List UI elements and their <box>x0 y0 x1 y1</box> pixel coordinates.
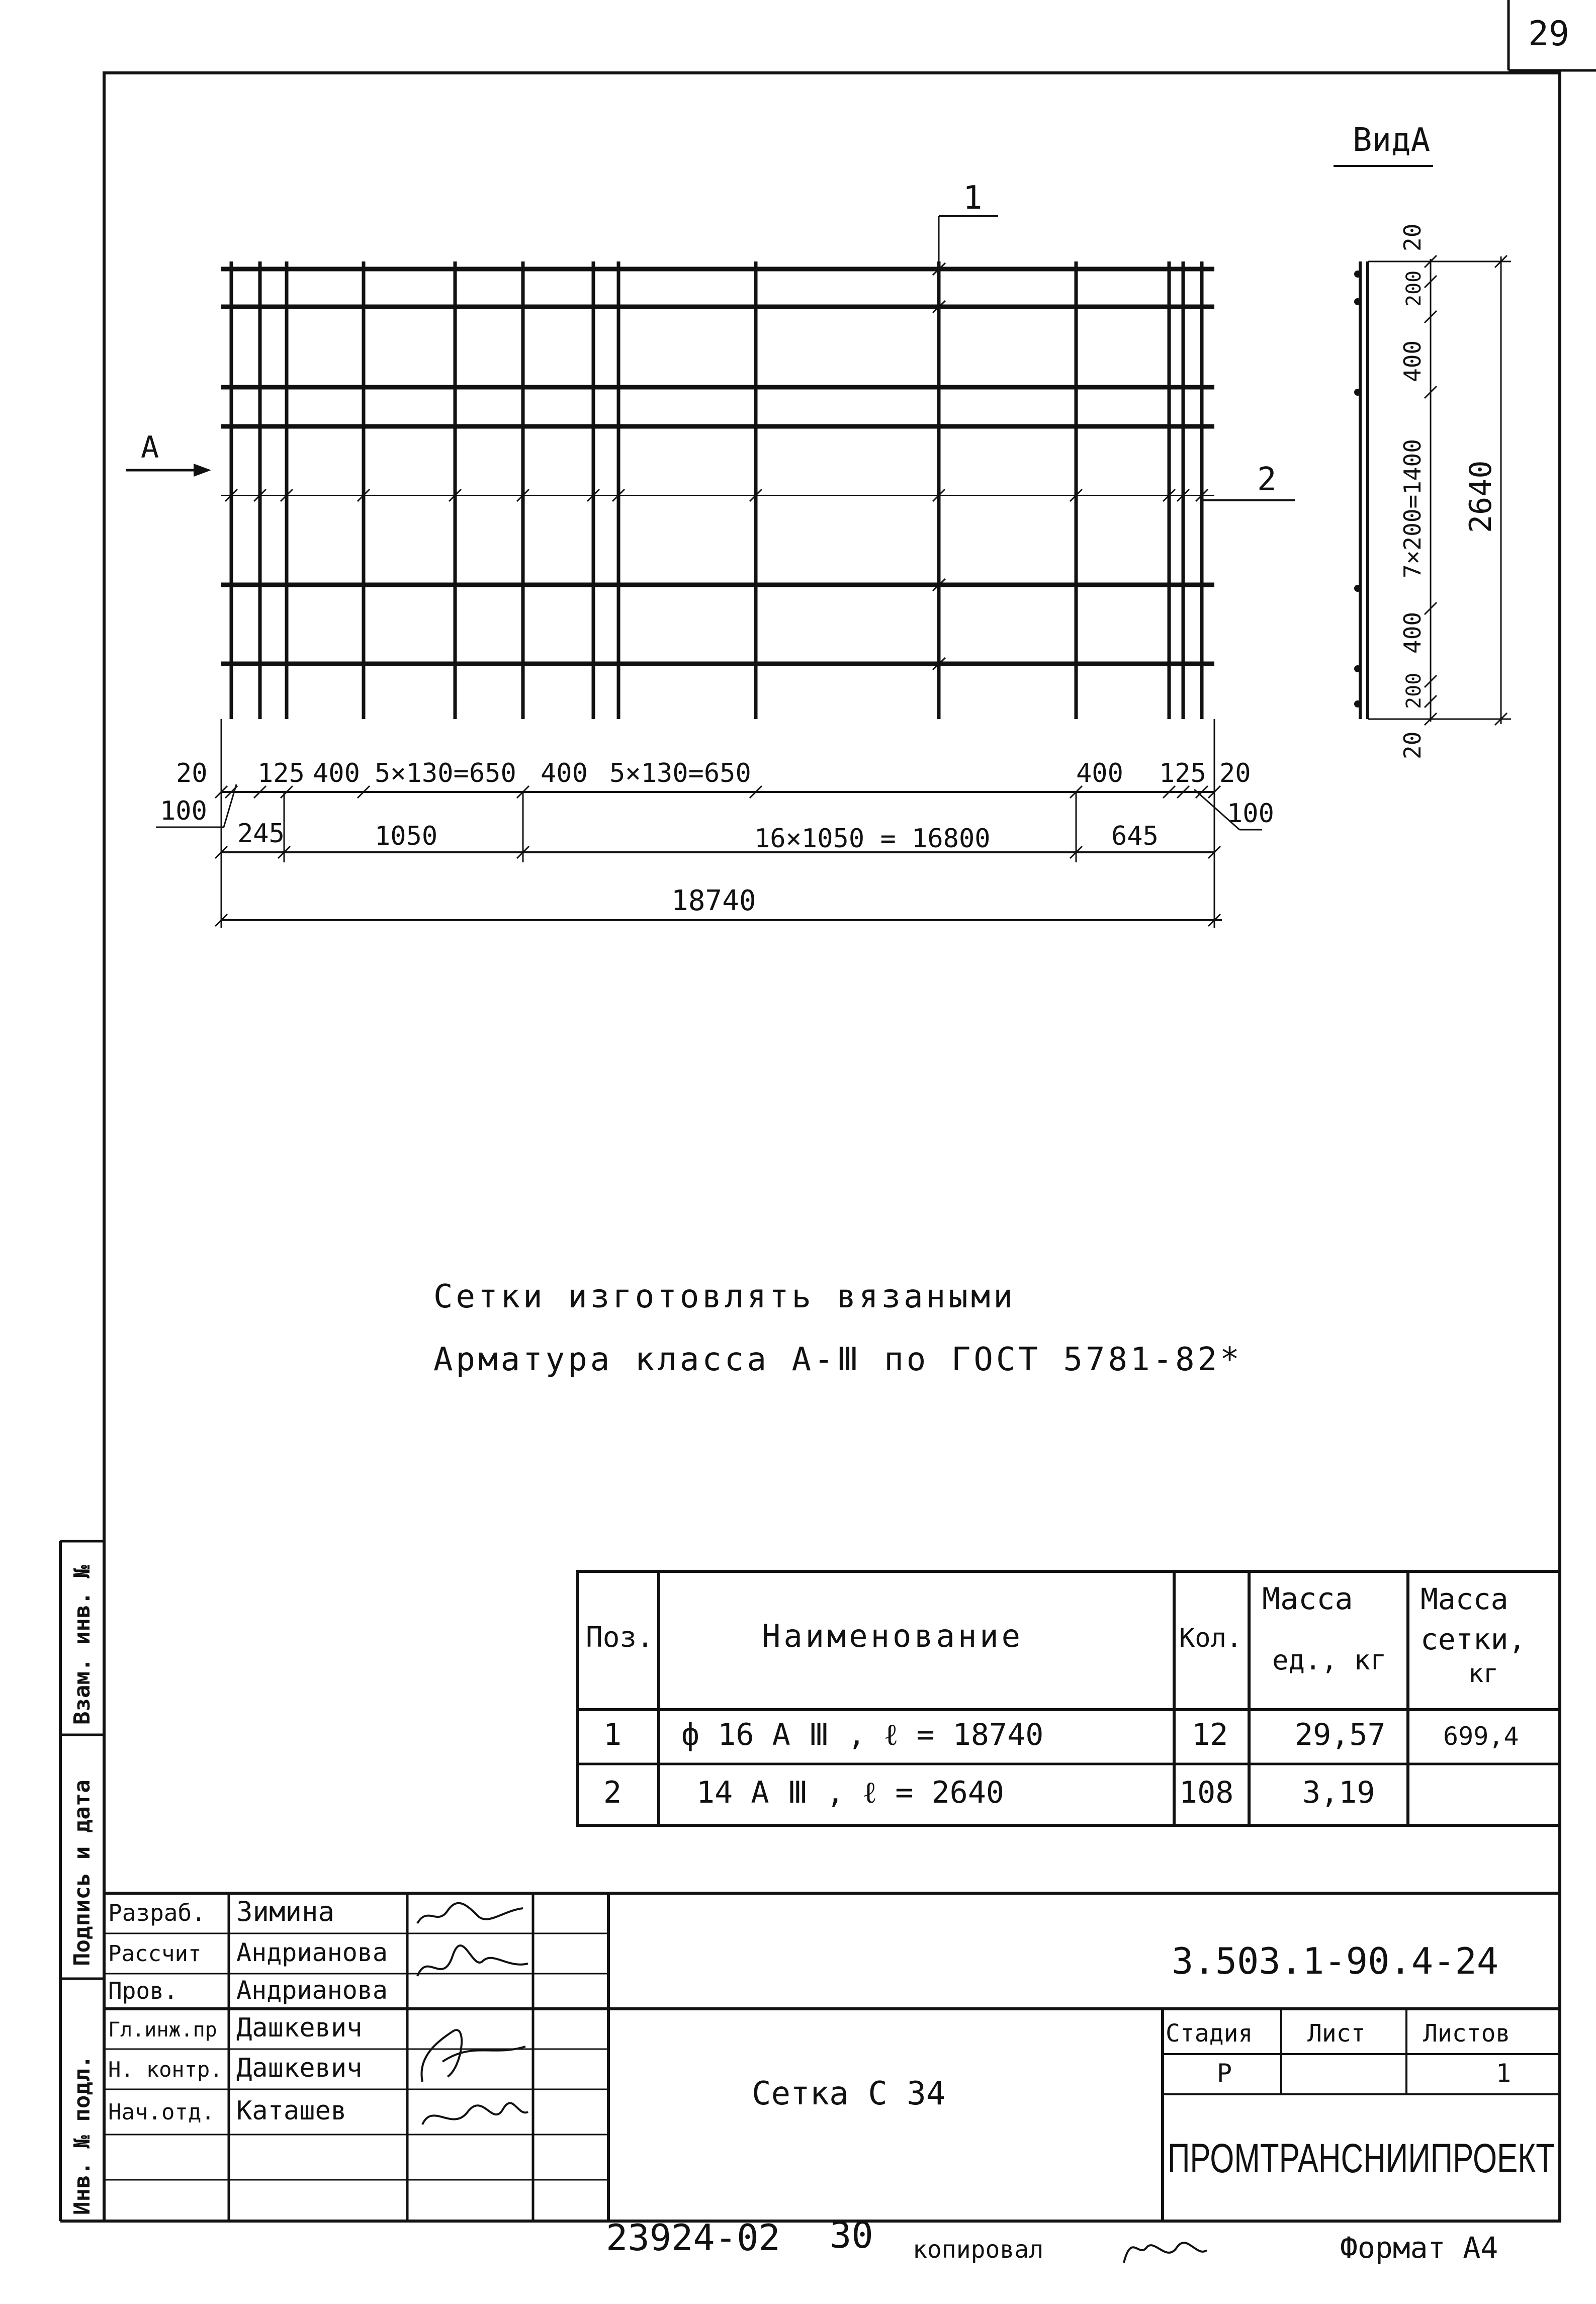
copied-signature <box>1124 2243 1207 2263</box>
role-6: Нач.отд. <box>108 2099 215 2125</box>
th-unit-mass-1: Масса <box>1262 1581 1353 1617</box>
dim-total-length: 18740 <box>671 884 756 917</box>
th-qty: Кол. <box>1179 1623 1243 1653</box>
dim-16x1050: 16×1050 = 16800 <box>754 824 991 854</box>
role-2: Рассчит <box>108 1941 202 1967</box>
doc-code: 3.503.1-90.4-24 <box>1172 1940 1499 1982</box>
th-mesh-mass-1: Масса <box>1421 1582 1509 1616</box>
row1-name: ф 16 A Ⅲ , ℓ = 18740 <box>681 1717 1044 1752</box>
role-5: Н. контр. <box>108 2057 223 2082</box>
signature-2 <box>417 1945 528 1976</box>
side-label-sign-date: Подпись и дата <box>69 1780 95 1966</box>
name-3: Андрианова <box>236 1976 388 2005</box>
bottom-dimensions <box>156 719 1274 928</box>
side-dim-400-top: 400 <box>1399 340 1426 382</box>
th-mesh-mass-3: кг <box>1468 1659 1499 1688</box>
dim-245: 245 <box>237 819 285 849</box>
row2-unit-mass: 3,19 <box>1302 1775 1375 1810</box>
format-label: Формат А4 <box>1340 2231 1498 2265</box>
spec-table <box>577 1571 1560 1825</box>
page-number: 29 <box>1528 14 1569 54</box>
side-label-inv-no: Инв. № подл. <box>69 2055 95 2215</box>
section-mark <box>939 180 998 217</box>
dim-645: 645 <box>1111 821 1159 851</box>
dim-100-right: 100 <box>1227 799 1274 829</box>
note-line-1: Сетки изготовлять вязаными <box>433 1278 1016 1315</box>
dim-400-3: 400 <box>1076 758 1123 788</box>
drawing-title: Сетка С 34 <box>752 2075 946 2112</box>
side-label-replaced-inv: Взам. инв. № <box>69 1565 95 1725</box>
name-1: Зимина <box>236 1896 335 1927</box>
sheet-label: Лист <box>1307 2019 1366 2048</box>
dim-400-1: 400 <box>313 758 360 788</box>
dim-400-2: 400 <box>541 758 588 788</box>
mesh-plan <box>215 216 1507 926</box>
name-4: Дашкевич <box>236 2013 363 2043</box>
note-line-2: Арматура класса A-Ⅲ по ГОСТ 5781-82* <box>433 1341 1243 1378</box>
arrow-label: A <box>141 430 159 465</box>
th-name: Наименование <box>762 1618 1023 1654</box>
view-a-arrow <box>126 430 211 477</box>
name-2: Андрианова <box>236 1938 388 1967</box>
signature-3 <box>421 2030 525 2082</box>
th-unit-mass-2: ед., кг <box>1272 1644 1387 1676</box>
sheets-label: Листов <box>1423 2019 1511 2048</box>
row1-pos: 1 <box>603 1717 622 1752</box>
role-4: Гл.инж.пр <box>108 2018 217 2042</box>
role-1: Разраб. <box>108 1899 206 1926</box>
stage-value: Р <box>1217 2059 1232 2088</box>
dim-1050: 1050 <box>375 821 438 851</box>
dim-20-left: 20 <box>176 758 208 788</box>
dim-20-right: 20 <box>1219 758 1251 788</box>
th-mesh-mass-2: сетки, <box>1421 1622 1526 1656</box>
stage-label: Стадия <box>1166 2019 1253 2048</box>
side-view <box>1360 224 1511 759</box>
sheets-value: 1 <box>1496 2059 1512 2088</box>
organization: ПРОМТРАНСНИИПРОЕКТ <box>1168 2136 1555 2181</box>
dim-125-right: 125 <box>1159 758 1206 788</box>
sheet-no: 30 <box>830 2214 873 2256</box>
row2-qty: 108 <box>1179 1775 1234 1810</box>
row1-unit-mass: 29,57 <box>1295 1717 1386 1752</box>
side-dim-20-bottom: 20 <box>1399 731 1426 759</box>
row1-mesh-mass: 699,4 <box>1443 1722 1519 1751</box>
view-label: ВидА <box>1353 122 1431 159</box>
dim-125-left: 125 <box>257 758 305 788</box>
role-3: Пров. <box>108 1977 178 2004</box>
dim-100-left: 100 <box>160 796 207 826</box>
th-pos: Поз. <box>586 1621 654 1654</box>
row1-qty: 12 <box>1192 1717 1228 1752</box>
side-dim-20-top: 20 <box>1399 223 1426 251</box>
row2-name: 14 A Ⅲ , ℓ = 2640 <box>696 1775 1004 1810</box>
side-dim-total: 2640 <box>1463 460 1498 533</box>
copied-label: копировал <box>913 2236 1044 2264</box>
order-no: 23924-02 <box>606 2217 780 2259</box>
side-dim-400-bottom: 400 <box>1399 611 1426 654</box>
row2-pos: 2 <box>603 1775 622 1810</box>
section-mark-label: 1 <box>963 180 983 217</box>
dim-5x130-2: 5×130=650 <box>609 758 751 788</box>
name-6: Каташев <box>236 2096 347 2126</box>
signature-1 <box>417 1903 523 1923</box>
axis-mark-label: 2 <box>1257 461 1277 498</box>
side-dim-200-top: 200 <box>1402 270 1426 307</box>
page-number-box <box>1509 0 1596 70</box>
dim-5x130-1: 5×130=650 <box>375 758 516 788</box>
side-dim-7x200: 7×200=1400 <box>1399 439 1426 578</box>
name-5: Дашкевич <box>236 2053 363 2083</box>
notes <box>433 1278 1243 1378</box>
axis-mark <box>1202 461 1295 500</box>
view-a-label <box>1334 122 1433 166</box>
signature-4 <box>422 2103 528 2124</box>
side-dim-200-bottom: 200 <box>1402 672 1426 709</box>
title-block <box>104 1893 1560 2221</box>
side-strip <box>60 1541 104 2221</box>
